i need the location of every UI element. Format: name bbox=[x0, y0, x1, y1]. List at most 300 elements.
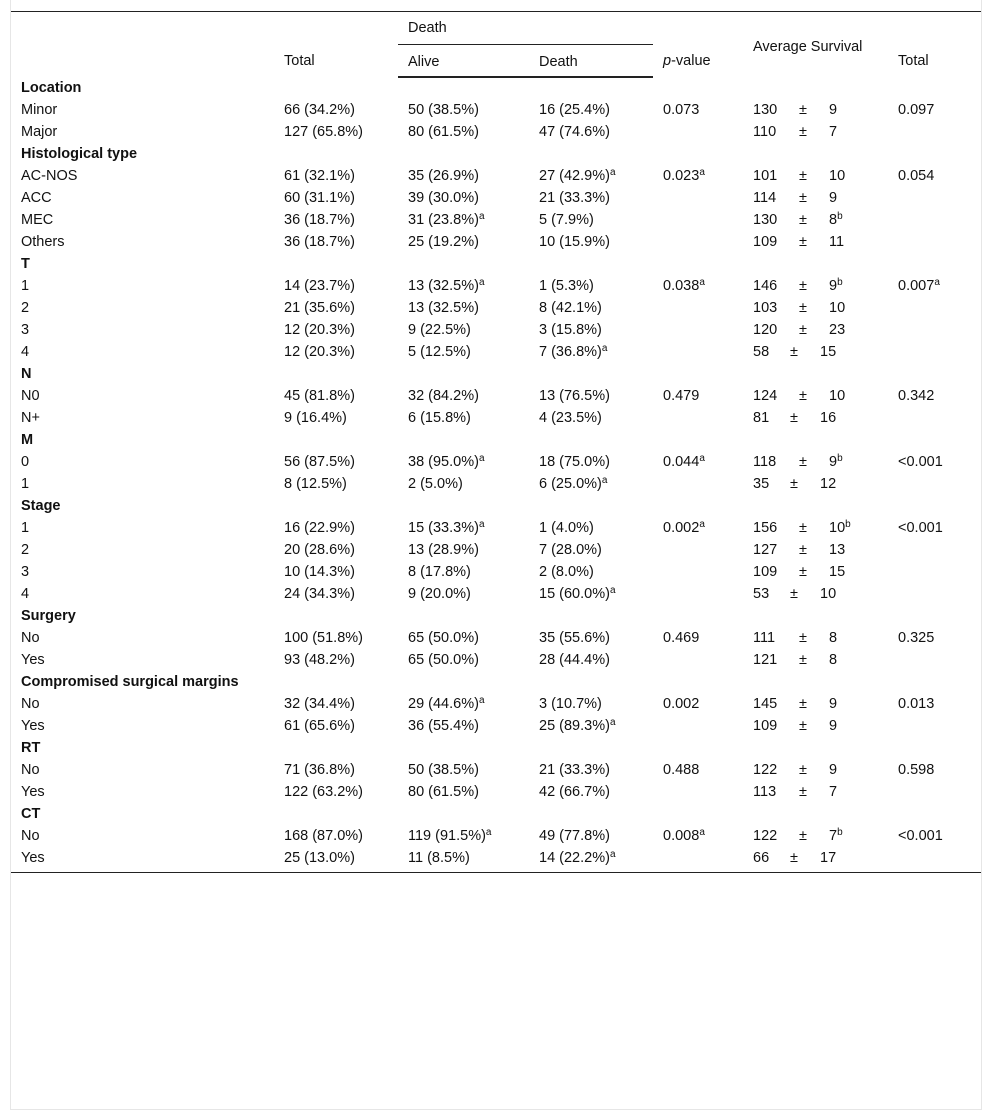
total-cell-text: 122 (63.2%) bbox=[284, 783, 363, 800]
footnote-marker: b bbox=[837, 210, 843, 222]
death-cell-text: 7 (28.0%) bbox=[539, 541, 602, 558]
total-cell-text: 9 (16.4%) bbox=[284, 409, 347, 426]
total-p-cell-text: <0.001 bbox=[898, 827, 943, 844]
alive-cell bbox=[398, 583, 529, 605]
survival-mean: 101 bbox=[753, 167, 778, 184]
total-p-cell-text: 0.097 bbox=[898, 101, 935, 118]
total-p-cell bbox=[888, 847, 981, 873]
category-row bbox=[11, 803, 981, 825]
table-row bbox=[11, 187, 981, 209]
category-label-text: T bbox=[21, 255, 30, 272]
table-header bbox=[11, 12, 981, 77]
plus-minus-sign: ± bbox=[799, 321, 807, 338]
plus-minus-sign: ± bbox=[799, 783, 807, 800]
total-cell bbox=[274, 319, 398, 341]
total-p-cell bbox=[888, 649, 981, 671]
table-row bbox=[11, 231, 981, 253]
header-death: Death bbox=[529, 45, 653, 77]
average-survival-cell bbox=[743, 781, 888, 803]
alive-cell bbox=[398, 517, 529, 539]
empty-cell bbox=[274, 803, 398, 825]
death-cell bbox=[529, 451, 653, 473]
empty-cell bbox=[653, 77, 743, 99]
total-p-cell bbox=[888, 759, 981, 781]
alive-cell bbox=[398, 781, 529, 803]
row-label bbox=[11, 341, 274, 363]
empty-cell bbox=[398, 671, 529, 693]
table-row bbox=[11, 121, 981, 143]
category-label bbox=[11, 77, 274, 99]
death-cell-text: 14 (22.2%) bbox=[539, 849, 610, 866]
total-cell bbox=[274, 187, 398, 209]
empty-cell bbox=[274, 495, 398, 517]
survival-mean: 118 bbox=[753, 453, 777, 470]
plus-minus-sign: ± bbox=[799, 101, 807, 118]
survival-mean: 121 bbox=[753, 651, 778, 668]
average-survival-cell bbox=[743, 385, 888, 407]
alive-cell bbox=[398, 231, 529, 253]
total-cell bbox=[274, 715, 398, 737]
row-label bbox=[11, 209, 274, 231]
category-label bbox=[11, 605, 274, 627]
average-survival-cell bbox=[743, 715, 888, 737]
table-row bbox=[11, 451, 981, 473]
category-label bbox=[11, 671, 274, 693]
table-row bbox=[11, 297, 981, 319]
total-p-cell bbox=[888, 583, 981, 605]
table-row bbox=[11, 759, 981, 781]
alive-cell bbox=[398, 407, 529, 429]
total-cell-text: 12 (20.3%) bbox=[284, 321, 355, 338]
survival-sd: 23 bbox=[829, 321, 846, 338]
average-survival-cell bbox=[743, 121, 888, 143]
alive-cell-text: 80 (61.5%) bbox=[408, 123, 479, 140]
category-label-text: Compromised surgical margins bbox=[21, 673, 239, 690]
footnote-marker: b bbox=[837, 276, 843, 288]
death-cell bbox=[529, 407, 653, 429]
row-label bbox=[11, 847, 274, 873]
row-label-text: No bbox=[21, 761, 40, 778]
header-label-col bbox=[11, 12, 274, 77]
average-survival-cell bbox=[743, 517, 888, 539]
empty-cell bbox=[743, 737, 888, 759]
total-p-cell bbox=[888, 275, 981, 297]
footnote-marker: a bbox=[609, 716, 616, 728]
average-survival-cell bbox=[743, 99, 888, 121]
total-p-cell bbox=[888, 517, 981, 539]
table-row bbox=[11, 649, 981, 671]
row-label-text: AC-NOS bbox=[21, 167, 78, 184]
total-cell bbox=[274, 473, 398, 495]
empty-cell bbox=[398, 363, 529, 385]
empty-cell bbox=[398, 803, 529, 825]
average-survival-cell bbox=[743, 627, 888, 649]
plus-minus-sign: ± bbox=[799, 519, 807, 536]
alive-cell-text: 8 (17.8%) bbox=[408, 563, 471, 580]
row-label bbox=[11, 385, 274, 407]
alive-cell-text: 6 (15.8%) bbox=[408, 409, 471, 426]
survival-sd: 17 bbox=[820, 849, 837, 866]
survival-mean: 109 bbox=[753, 563, 778, 580]
row-label bbox=[11, 275, 274, 297]
total-cell-text: 61 (65.6%) bbox=[284, 717, 355, 734]
survival-mean: 122 bbox=[753, 761, 778, 778]
p-value-cell-text: 0.038 bbox=[663, 277, 700, 294]
survival-mean: 109 bbox=[753, 717, 778, 734]
footnote-marker: a bbox=[699, 276, 705, 288]
death-cell-text: 21 (33.3%) bbox=[539, 761, 610, 778]
average-survival-cell bbox=[743, 451, 888, 473]
p-value-cell bbox=[653, 275, 743, 297]
total-cell-text: 14 (23.7%) bbox=[284, 277, 355, 294]
death-cell-text: 1 (4.0%) bbox=[539, 519, 594, 536]
death-cell bbox=[529, 385, 653, 407]
total-p-cell-text: <0.001 bbox=[898, 453, 943, 470]
row-label-text: 2 bbox=[21, 541, 30, 558]
row-label bbox=[11, 649, 274, 671]
plus-minus-sign: ± bbox=[799, 123, 807, 140]
total-cell-text: 168 (87.0%) bbox=[284, 827, 363, 844]
row-label-text: N0 bbox=[21, 387, 40, 404]
header-death-group: Death bbox=[398, 12, 653, 45]
death-cell-text: 13 (76.5%) bbox=[539, 387, 610, 404]
empty-cell bbox=[888, 429, 981, 451]
category-row bbox=[11, 495, 981, 517]
death-cell bbox=[529, 847, 653, 873]
total-cell bbox=[274, 825, 398, 847]
death-cell-text: 16 (25.4%) bbox=[539, 101, 610, 118]
category-row bbox=[11, 429, 981, 451]
row-label bbox=[11, 693, 274, 715]
table-body bbox=[11, 77, 981, 873]
row-label bbox=[11, 451, 274, 473]
empty-cell bbox=[888, 143, 981, 165]
footnote-marker: a bbox=[478, 694, 485, 706]
plus-minus-sign: ± bbox=[799, 189, 807, 206]
death-cell bbox=[529, 759, 653, 781]
alive-cell-text: 80 (61.5%) bbox=[408, 783, 479, 800]
empty-cell bbox=[888, 495, 981, 517]
row-label-text: 2 bbox=[21, 299, 30, 316]
alive-cell bbox=[398, 847, 529, 873]
total-cell bbox=[274, 99, 398, 121]
alive-cell-text: 32 (84.2%) bbox=[408, 387, 479, 404]
empty-cell bbox=[743, 77, 888, 99]
footnote-marker: a bbox=[699, 826, 705, 838]
alive-cell-text: 9 (22.5%) bbox=[408, 321, 471, 338]
empty-cell bbox=[529, 253, 653, 275]
row-label bbox=[11, 121, 274, 143]
survival-mean: 103 bbox=[753, 299, 778, 316]
row-label-text: 1 bbox=[21, 277, 30, 294]
alive-cell-text: 50 (38.5%) bbox=[408, 761, 479, 778]
death-cell bbox=[529, 693, 653, 715]
empty-cell bbox=[274, 77, 398, 99]
empty-cell bbox=[398, 737, 529, 759]
row-label-text: 4 bbox=[21, 585, 30, 602]
survival-mean: 122 bbox=[753, 827, 778, 844]
p-value-cell bbox=[653, 99, 743, 121]
category-label-text: RT bbox=[21, 739, 41, 756]
death-cell bbox=[529, 627, 653, 649]
total-cell-text: 36 (18.7%) bbox=[284, 211, 355, 228]
death-cell-text: 6 (25.0%) bbox=[539, 475, 602, 492]
death-cell-text: 10 (15.9%) bbox=[539, 233, 610, 250]
empty-cell bbox=[743, 495, 888, 517]
death-cell-text: 2 (8.0%) bbox=[539, 563, 594, 580]
empty-cell bbox=[653, 429, 743, 451]
total-cell bbox=[274, 627, 398, 649]
table-row bbox=[11, 539, 981, 561]
death-cell-text: 35 (55.6%) bbox=[539, 629, 610, 646]
p-value-cell-text: 0.044 bbox=[663, 453, 700, 470]
total-p-cell-text: 0.007 bbox=[898, 277, 935, 294]
alive-cell bbox=[398, 385, 529, 407]
survival-mean: 145 bbox=[753, 695, 778, 712]
row-label bbox=[11, 231, 274, 253]
empty-cell bbox=[398, 253, 529, 275]
category-row bbox=[11, 143, 981, 165]
alive-cell bbox=[398, 187, 529, 209]
survival-sd: 10 bbox=[829, 167, 846, 184]
row-label bbox=[11, 297, 274, 319]
row-label bbox=[11, 781, 274, 803]
header-p-rest: -value bbox=[671, 52, 711, 69]
plus-minus-sign: ± bbox=[790, 585, 798, 602]
survival-mean: 110 bbox=[753, 123, 777, 140]
p-value-cell bbox=[653, 781, 743, 803]
alive-cell-text: 119 (91.5%) bbox=[408, 827, 486, 844]
death-cell-text: 18 (75.0%) bbox=[539, 453, 610, 470]
category-label bbox=[11, 253, 274, 275]
survival-mean: 156 bbox=[753, 519, 778, 536]
empty-cell bbox=[653, 363, 743, 385]
death-cell-text: 3 (10.7%) bbox=[539, 695, 602, 712]
empty-cell bbox=[743, 253, 888, 275]
header-p-value bbox=[653, 12, 743, 77]
category-label-text: Histological type bbox=[21, 145, 138, 162]
empty-cell bbox=[653, 737, 743, 759]
plus-minus-sign: ± bbox=[799, 717, 807, 734]
survival-sd: 15 bbox=[829, 563, 846, 580]
plus-minus-sign: ± bbox=[799, 453, 807, 470]
alive-cell bbox=[398, 209, 529, 231]
row-label-text: No bbox=[21, 695, 40, 712]
table-row bbox=[11, 627, 981, 649]
empty-cell bbox=[888, 671, 981, 693]
average-survival-cell bbox=[743, 187, 888, 209]
survival-sd: 12 bbox=[820, 475, 837, 492]
p-value-cell bbox=[653, 231, 743, 253]
table-row bbox=[11, 847, 981, 873]
total-p-cell bbox=[888, 781, 981, 803]
empty-cell bbox=[743, 429, 888, 451]
total-cell bbox=[274, 561, 398, 583]
p-value-cell-text: 0.002 bbox=[663, 695, 700, 712]
row-label bbox=[11, 561, 274, 583]
table-row bbox=[11, 99, 981, 121]
death-cell-text: 42 (66.7%) bbox=[539, 783, 610, 800]
alive-cell bbox=[398, 759, 529, 781]
row-label-text: Yes bbox=[21, 651, 45, 668]
empty-cell bbox=[529, 363, 653, 385]
p-value-cell bbox=[653, 121, 743, 143]
table-row bbox=[11, 407, 981, 429]
average-survival-cell bbox=[743, 825, 888, 847]
total-p-cell-text: 0.013 bbox=[898, 695, 935, 712]
death-cell-text: 21 (33.3%) bbox=[539, 189, 610, 206]
survival-sd: 10 bbox=[829, 299, 846, 316]
total-p-cell-text: 0.054 bbox=[898, 167, 935, 184]
table-row bbox=[11, 715, 981, 737]
category-row bbox=[11, 605, 981, 627]
table-row bbox=[11, 693, 981, 715]
death-cell bbox=[529, 297, 653, 319]
total-p-cell bbox=[888, 407, 981, 429]
total-cell-text: 12 (20.3%) bbox=[284, 343, 355, 360]
death-cell bbox=[529, 187, 653, 209]
alive-cell bbox=[398, 539, 529, 561]
alive-cell-text: 29 (44.6%) bbox=[408, 695, 479, 712]
alive-cell-text: 39 (30.0%) bbox=[408, 189, 479, 206]
death-cell-text: 1 (5.3%) bbox=[539, 277, 594, 294]
average-survival-cell bbox=[743, 275, 888, 297]
average-survival-cell bbox=[743, 209, 888, 231]
total-cell-text: 45 (81.8%) bbox=[284, 387, 355, 404]
total-p-cell bbox=[888, 825, 981, 847]
survival-sd: 9 bbox=[829, 761, 838, 778]
table-row bbox=[11, 275, 981, 297]
empty-cell bbox=[274, 253, 398, 275]
p-value-cell bbox=[653, 627, 743, 649]
footnote-marker: a bbox=[478, 210, 485, 222]
death-cell bbox=[529, 209, 653, 231]
table-row bbox=[11, 825, 981, 847]
survival-mean: 114 bbox=[753, 189, 777, 206]
empty-cell bbox=[653, 605, 743, 627]
empty-cell bbox=[529, 605, 653, 627]
survival-mean: 111 bbox=[753, 629, 776, 646]
total-cell bbox=[274, 517, 398, 539]
average-survival-cell bbox=[743, 165, 888, 187]
total-cell-text: 32 (34.4%) bbox=[284, 695, 355, 712]
average-survival-cell bbox=[743, 759, 888, 781]
survival-mean: 127 bbox=[753, 541, 778, 558]
row-label-text: Others bbox=[21, 233, 65, 250]
table-row bbox=[11, 473, 981, 495]
footnote-marker: b bbox=[837, 826, 843, 838]
survival-sd: 10 bbox=[829, 387, 846, 404]
average-survival-cell bbox=[743, 473, 888, 495]
p-value-cell bbox=[653, 473, 743, 495]
total-p-cell bbox=[888, 209, 981, 231]
p-value-cell bbox=[653, 341, 743, 363]
row-label bbox=[11, 759, 274, 781]
row-label-text: ACC bbox=[21, 189, 52, 206]
alive-cell-text: 35 (26.9%) bbox=[408, 167, 479, 184]
death-cell bbox=[529, 825, 653, 847]
footnote-marker: b bbox=[837, 452, 843, 464]
survival-sd: 9 bbox=[829, 695, 838, 712]
alive-cell bbox=[398, 341, 529, 363]
p-value-cell bbox=[653, 517, 743, 539]
empty-cell bbox=[274, 143, 398, 165]
survival-mean: 130 bbox=[753, 101, 778, 118]
total-p-cell bbox=[888, 627, 981, 649]
total-cell-text: 20 (28.6%) bbox=[284, 541, 355, 558]
plus-minus-sign: ± bbox=[790, 475, 798, 492]
p-value-cell bbox=[653, 451, 743, 473]
empty-cell bbox=[888, 363, 981, 385]
empty-cell bbox=[398, 605, 529, 627]
death-cell-text: 8 (42.1%) bbox=[539, 299, 602, 316]
row-label-text: 1 bbox=[21, 475, 30, 492]
row-label-text: Major bbox=[21, 123, 58, 140]
total-cell-text: 100 (51.8%) bbox=[284, 629, 363, 646]
footnote-marker: a bbox=[478, 276, 485, 288]
total-cell bbox=[274, 231, 398, 253]
total-p-cell bbox=[888, 297, 981, 319]
plus-minus-sign: ± bbox=[799, 211, 807, 228]
death-cell-text: 49 (77.8%) bbox=[539, 827, 610, 844]
alive-cell-text: 2 (5.0%) bbox=[408, 475, 463, 492]
row-label-text: Yes bbox=[21, 849, 45, 866]
p-value-cell bbox=[653, 649, 743, 671]
row-label bbox=[11, 539, 274, 561]
empty-cell bbox=[653, 143, 743, 165]
empty-cell bbox=[274, 671, 398, 693]
p-value-cell-text: 0.479 bbox=[663, 387, 700, 404]
survival-mean: 58 bbox=[753, 343, 770, 360]
death-cell bbox=[529, 715, 653, 737]
p-value-cell-text: 0.073 bbox=[663, 101, 700, 118]
survival-mean: 146 bbox=[753, 277, 778, 294]
alive-cell bbox=[398, 627, 529, 649]
death-cell-text: 15 (60.0%) bbox=[539, 585, 610, 602]
category-row bbox=[11, 77, 981, 99]
empty-cell bbox=[274, 737, 398, 759]
row-label-text: N+ bbox=[21, 409, 40, 426]
total-cell bbox=[274, 781, 398, 803]
empty-cell bbox=[529, 143, 653, 165]
survival-mean: 130 bbox=[753, 211, 778, 228]
average-survival-cell bbox=[743, 319, 888, 341]
empty-cell bbox=[529, 737, 653, 759]
survival-mean: 109 bbox=[753, 233, 778, 250]
footnote-marker: a bbox=[699, 518, 705, 530]
footnote-marker: a bbox=[609, 584, 616, 596]
total-p-cell bbox=[888, 165, 981, 187]
survival-sd: 10 bbox=[829, 519, 846, 536]
survival-sd: 8 bbox=[829, 651, 838, 668]
total-p-cell bbox=[888, 99, 981, 121]
alive-cell bbox=[398, 451, 529, 473]
plus-minus-sign: ± bbox=[799, 541, 807, 558]
header-total-2: Total bbox=[898, 52, 929, 69]
total-cell-text: 71 (36.8%) bbox=[284, 761, 355, 778]
total-cell-text: 61 (32.1%) bbox=[284, 167, 355, 184]
p-value-cell bbox=[653, 583, 743, 605]
empty-cell bbox=[529, 77, 653, 99]
total-cell bbox=[274, 759, 398, 781]
survival-mean: 120 bbox=[753, 321, 778, 338]
total-p-cell bbox=[888, 341, 981, 363]
survival-sd: 16 bbox=[820, 409, 837, 426]
death-cell bbox=[529, 165, 653, 187]
plus-minus-sign: ± bbox=[790, 849, 798, 866]
total-cell-text: 16 (22.9%) bbox=[284, 519, 355, 536]
total-cell-text: 60 (31.1%) bbox=[284, 189, 355, 206]
